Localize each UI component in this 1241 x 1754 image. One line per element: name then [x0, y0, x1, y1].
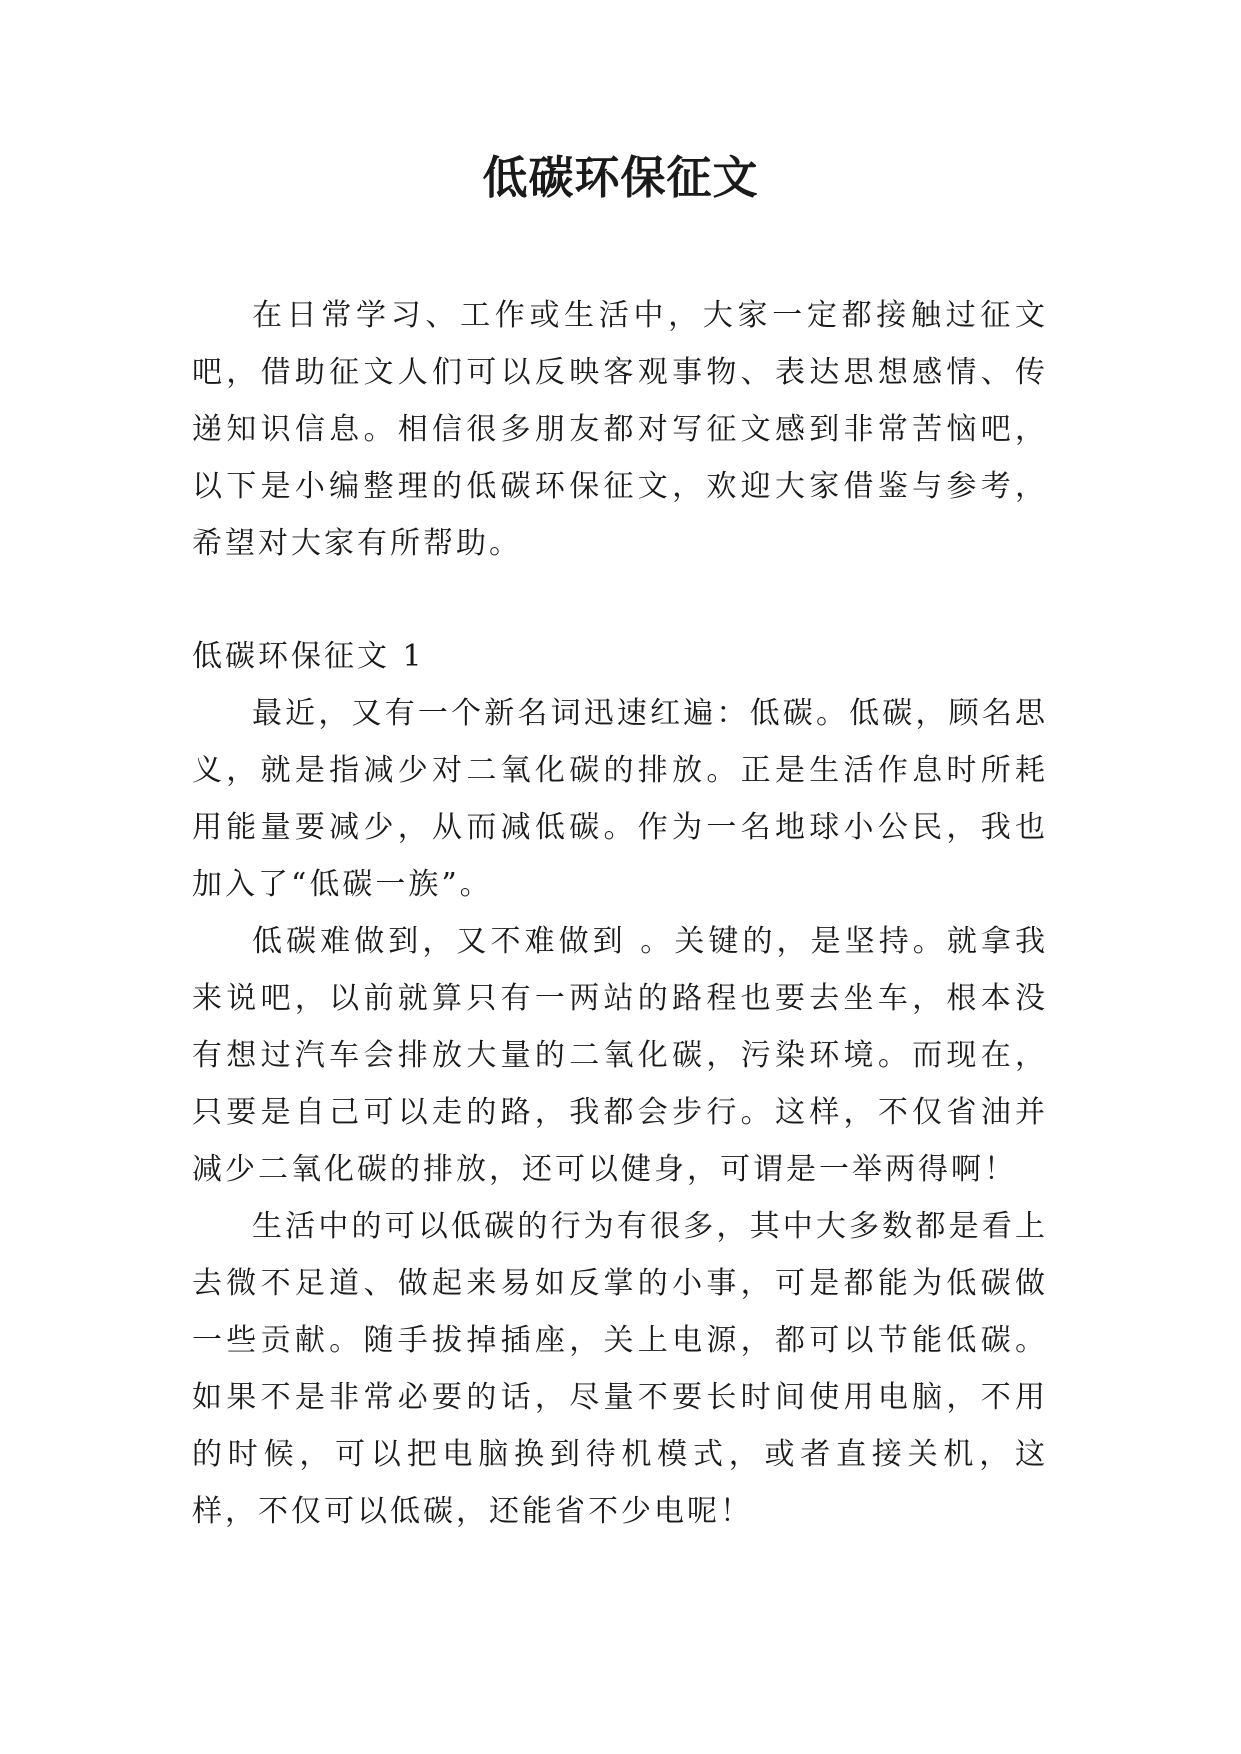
intro-paragraph: 在日常学习、工作或生活中，大家一定都接触过征文吧，借助征文人们可以反映客观事物、表达思想感情、传递知识信息。相信很多朋友都对写征文感到非常苦恼吧，以下是小编整理的低碳环保征文，欢迎大家借鉴与参考，希望对大家有所帮助。 [192, 298, 1048, 561]
body-paragraph-2: 低碳难做到，又不难做到 。关键的，是坚持。就拿我来说吧，以前就算只有一两站的路程也要去坐车，根本没有想过汽车会排放大量的二氧化碳，污染环境。而现在，只要是自己可以走的路，我都会步行。这样，不仅省油并减少二氧化碳的排放，还可以健身，可谓是一举两得啊！ [192, 924, 1048, 1187]
document-body [192, 287, 1048, 1540]
document-title: 低碳环保征文 [482, 151, 759, 204]
body-paragraph-1: 最近，又有一个新名词迅速红遍：低碳。低碳，顾名思义，就是指减少对二氧化碳的排放。正是生活作息时所耗用能量要减少，从而减低碳。作为一名地球小公民，我也加入了“低碳一族”。 [192, 696, 1048, 902]
body-paragraph-3: 生活中的可以低碳的行为有很多，其中大多数都是看上去微不足道、做起来易如反掌的小事，可是都能为低碳做一些贡献。随手拔掉插座，关上电源，都可以节能低碳。如果不是非常必要的话，尽量不要长时间使用电脑，不用的时候，可以把电脑换到待机模式，或者直接关机，这样，不仅可以低碳，还能省不少电呢！ [192, 1209, 1048, 1529]
section-heading: 低碳环保征文 1 [192, 639, 425, 674]
